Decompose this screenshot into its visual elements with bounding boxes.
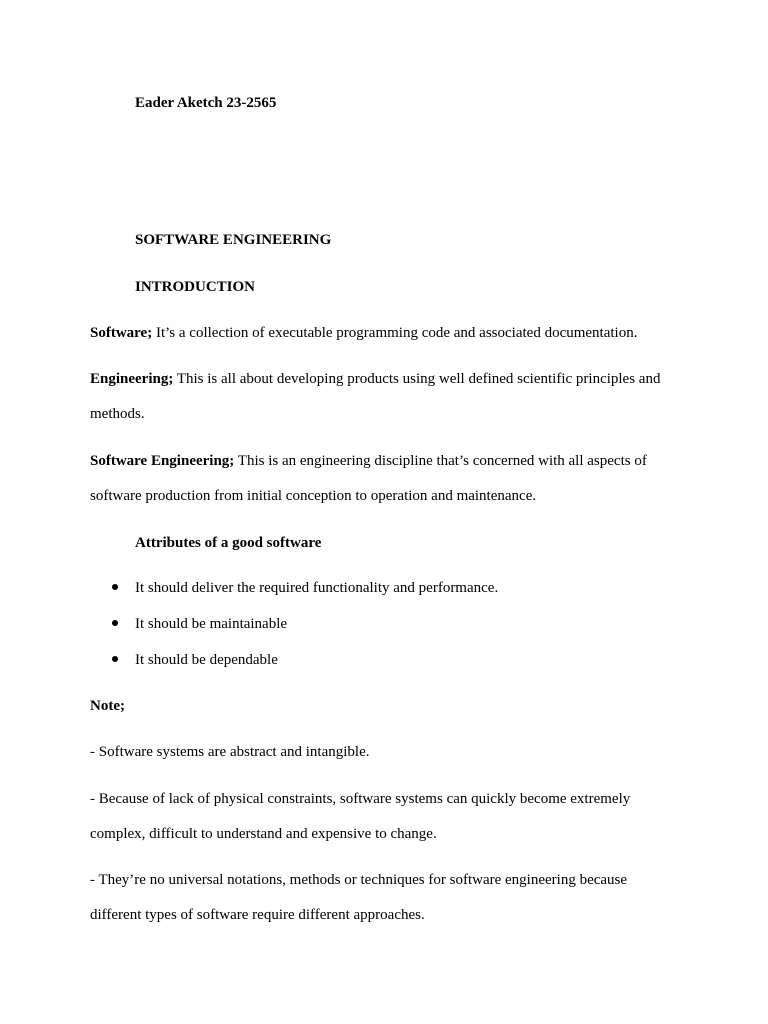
document-title: SOFTWARE ENGINEERING	[135, 232, 332, 248]
definition-text: It’s a collection of executable programming code and associated documentation.	[152, 325, 638, 341]
definition-term: Software Engineering;	[90, 453, 235, 469]
note-item: - Because of lack of physical constraints, software systems can quickly become extremely	[90, 791, 631, 807]
list-item: It should be maintainable	[135, 616, 288, 632]
bullet-icon	[112, 620, 118, 626]
section-heading: INTRODUCTION	[135, 279, 256, 295]
list-item: It should deliver the required functionality and performance.	[135, 580, 499, 596]
author-line: Eader Aketch 23-2565	[135, 95, 277, 111]
note-item-continued: different types of software require different approaches.	[90, 907, 425, 923]
bullet-icon	[112, 584, 118, 590]
definition-term: Software;	[90, 325, 153, 341]
definition-text: This is an engineering discipline that’s concerned with all aspects of	[234, 453, 647, 469]
note-item-continued: complex, difficult to understand and expensive to change.	[90, 826, 437, 842]
definition-term: Engineering;	[90, 371, 174, 387]
definition-software	[90, 324, 637, 342]
definition-software-engineering	[90, 452, 647, 470]
definition-software-engineering-continued: software production from initial conception to operation and maintenance.	[90, 488, 537, 504]
note-heading: Note;	[90, 698, 125, 714]
definition-engineering-continued: methods.	[90, 406, 145, 422]
note-item: - Software systems are abstract and intangible.	[90, 744, 370, 760]
note-item: - They’re no universal notations, methods or techniques for software engineering because	[90, 872, 628, 888]
attributes-heading: Attributes of a good software	[135, 535, 322, 551]
definition-text: This is all about developing products using well defined scientific principles and	[173, 371, 661, 387]
list-item: It should be dependable	[135, 652, 278, 668]
definition-engineering	[90, 370, 660, 388]
bullet-icon	[112, 656, 118, 662]
